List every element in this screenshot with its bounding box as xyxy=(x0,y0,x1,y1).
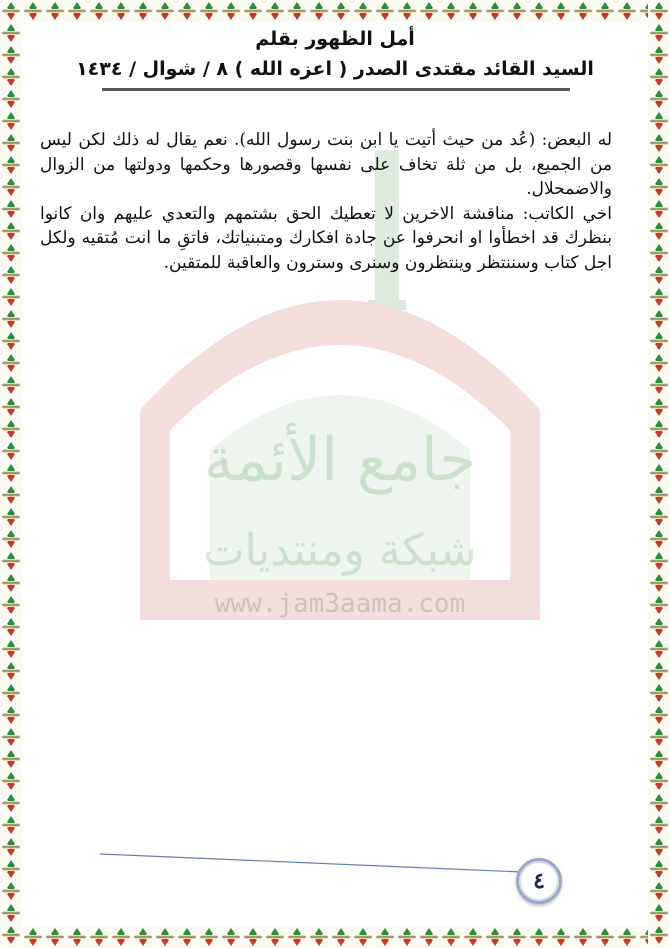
page-subtitle: السيد القائد مقتدى الصدر ( اعزه الله ) ٨ / شوال / ١٤٣٤ xyxy=(76,58,594,80)
decorative-border-bottom xyxy=(0,926,670,948)
watermark-url: www.jam3aama.com xyxy=(214,589,466,619)
page-title: أمل الظهور بقلم xyxy=(255,28,415,50)
article-paragraph: له البعض: (عُد من حيث أتيت يا ابن بنت رسول الله). نعم يقال له ذلك لكن ليس من الجميع، بل من ثلة تخاف على نفسها وقصورها وحكمها ودولتها من الزوال والاضمحلال. xyxy=(40,130,612,199)
watermark-subname: شبكة ومنتديات xyxy=(203,525,477,576)
watermark-name: جامع الأئمة xyxy=(203,425,477,495)
page-number-badge: ٤ xyxy=(516,858,562,904)
article-paragraph: اخي الكاتب: مناقشة الاخرين لا تعطيك الحق بشتمهم والتعدي عليهم وان كانوا بنظرك قد اخطأوا او انحرفوا عن جادة افكارك ومتبنياتك، فاتقِ ما انت مُتقيه ولكل اجل كتاب وسننتظر وينتظرون وسنرى وسترون والعاقبة للمتقين. xyxy=(40,203,612,273)
header-divider xyxy=(102,88,570,91)
decorative-border-left xyxy=(0,0,22,948)
footer-divider xyxy=(100,852,530,874)
decorative-border-top xyxy=(0,0,670,22)
article-body xyxy=(40,128,612,275)
page-header xyxy=(40,26,630,82)
decorative-border-right xyxy=(648,0,670,948)
